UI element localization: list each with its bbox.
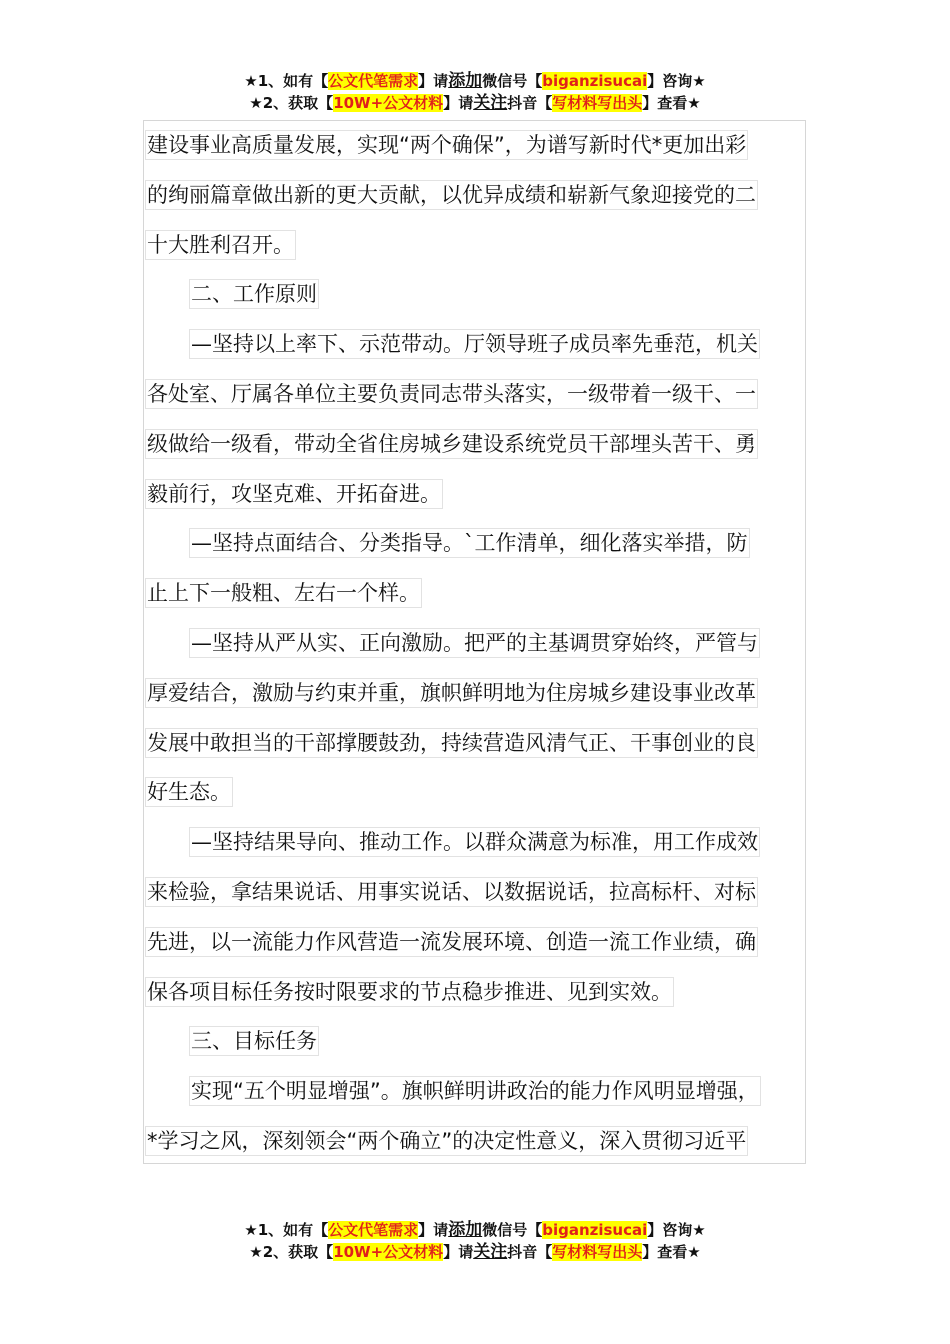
banner-line-1 [0,70,950,92]
text-line [145,170,805,220]
header-banner [0,70,950,114]
text-line [145,568,805,618]
highlight-douyin: 写材料写出头 [552,94,643,112]
line-text: 毅前行，攻坚克难、开拓奋进。 [145,479,443,509]
text-line [145,220,805,270]
banner-text: ★2、获取【 [249,94,334,112]
line-text: 好生态。 [145,777,233,807]
line-text: —坚持以上率下、示范带动。厅领导班子成员率先垂范，机关 [189,329,760,359]
highlight-service: 公文代笔需求 [328,1221,419,1239]
banner-text: ★2、获取【 [249,1243,334,1261]
text-line [145,668,805,718]
text-line [145,967,805,1017]
banner-text: 微信号【 [482,1221,543,1239]
line-text: —坚持从严从实、正向激励。把严的主基调贯穿始终，严管与 [189,628,760,658]
section-heading [145,269,805,319]
text-line [145,419,805,469]
line-text: 级做给一级看，带动全省住房城乡建设系统党员干部埋头苦干、勇 [145,429,758,459]
line-text: 先进，以一流能力作风营造一流发展环境、创造一流工作业绩，确 [145,927,758,957]
line-text: 保各项目标任务按时限要求的节点稳步推进、见到实效。 [145,977,674,1007]
highlight-service: 公文代笔需求 [328,72,419,90]
footer-banner [0,1219,950,1263]
line-text: 各处室、厅属各单位主要负责同志带头落实，一级带着一级干、一 [145,379,758,409]
banner-line-2 [0,1241,950,1263]
text-line [145,319,805,369]
banner-text: 抖音【 [507,1243,553,1261]
banner-text: 】请 [418,1221,449,1239]
line-text: 的绚丽篇章做出新的更大贡献，以优异成绩和崭新气象迎接党的二 [145,180,758,210]
highlight-materials: 10W+公文材料 [333,94,444,112]
banner-text: 】咨询★ [647,72,706,90]
text-line [145,618,805,668]
line-text: 实现“五个明显增强”。旗帜鲜明讲政治的能力作风明显增强， [189,1076,761,1106]
line-text: 止上下一般粗、左右一个样。 [145,578,422,608]
banner-line-1 [0,1219,950,1241]
line-text: —坚持点面结合、分类指导。`工作清单，细化落实举措，防 [189,528,750,558]
text-line [145,917,805,967]
banner-text: ★1、如有【 [244,1221,329,1239]
banner-text: 】查看★ [642,1243,701,1261]
highlight-douyin: 写材料写出头 [552,1243,643,1261]
line-text: 十大胜利召开。 [145,230,296,260]
highlight-wechat-id: biganzisucai [542,1221,648,1239]
document-body [145,120,805,1166]
line-text: 发展中敢担当的干部撑腰鼓劲，持续营造风清气正、干事创业的良 [145,728,758,758]
banner-text: 】请 [418,72,449,90]
text-line [145,867,805,917]
follow-link[interactable]: 关注 [473,93,508,113]
text-line [145,120,805,170]
text-line [145,718,805,768]
highlight-wechat-id: biganzisucai [542,72,648,90]
line-text: 建设事业高质量发展，实现“两个确保”，为谱写新时代*更加出彩 [145,130,748,160]
banner-text: ★1、如有【 [244,72,329,90]
text-line [145,817,805,867]
add-link[interactable]: 添加 [448,71,483,91]
banner-text: 】请 [443,1243,474,1261]
text-line [145,369,805,419]
follow-link[interactable]: 关注 [473,1242,508,1262]
text-line [145,1116,805,1166]
heading-text: 三、目标任务 [189,1026,319,1056]
banner-text: 】查看★ [642,94,701,112]
heading-text: 二、工作原则 [189,279,319,309]
line-text: 来检验，拿结果说话、用事实说话、以数据说话，拉高标杆、对标 [145,877,758,907]
add-link[interactable]: 添加 [448,1220,483,1240]
section-heading [145,1016,805,1066]
text-line [145,469,805,519]
banner-text: 抖音【 [507,94,553,112]
banner-text: 】请 [443,94,474,112]
banner-text: 微信号【 [482,72,543,90]
text-line [145,518,805,568]
line-text: —坚持结果导向、推动工作。以群众满意为标准，用工作成效 [189,827,760,857]
banner-line-2 [0,92,950,114]
text-line [145,1066,805,1116]
banner-text: 】咨询★ [647,1221,706,1239]
highlight-materials: 10W+公文材料 [333,1243,444,1261]
line-text: *学习之风，深刻领会“两个确立”的决定性意义，深入贯彻习近平 [145,1126,748,1156]
text-line [145,767,805,817]
line-text: 厚爱结合，激励与约束并重，旗帜鲜明地为住房城乡建设事业改革 [145,678,758,708]
